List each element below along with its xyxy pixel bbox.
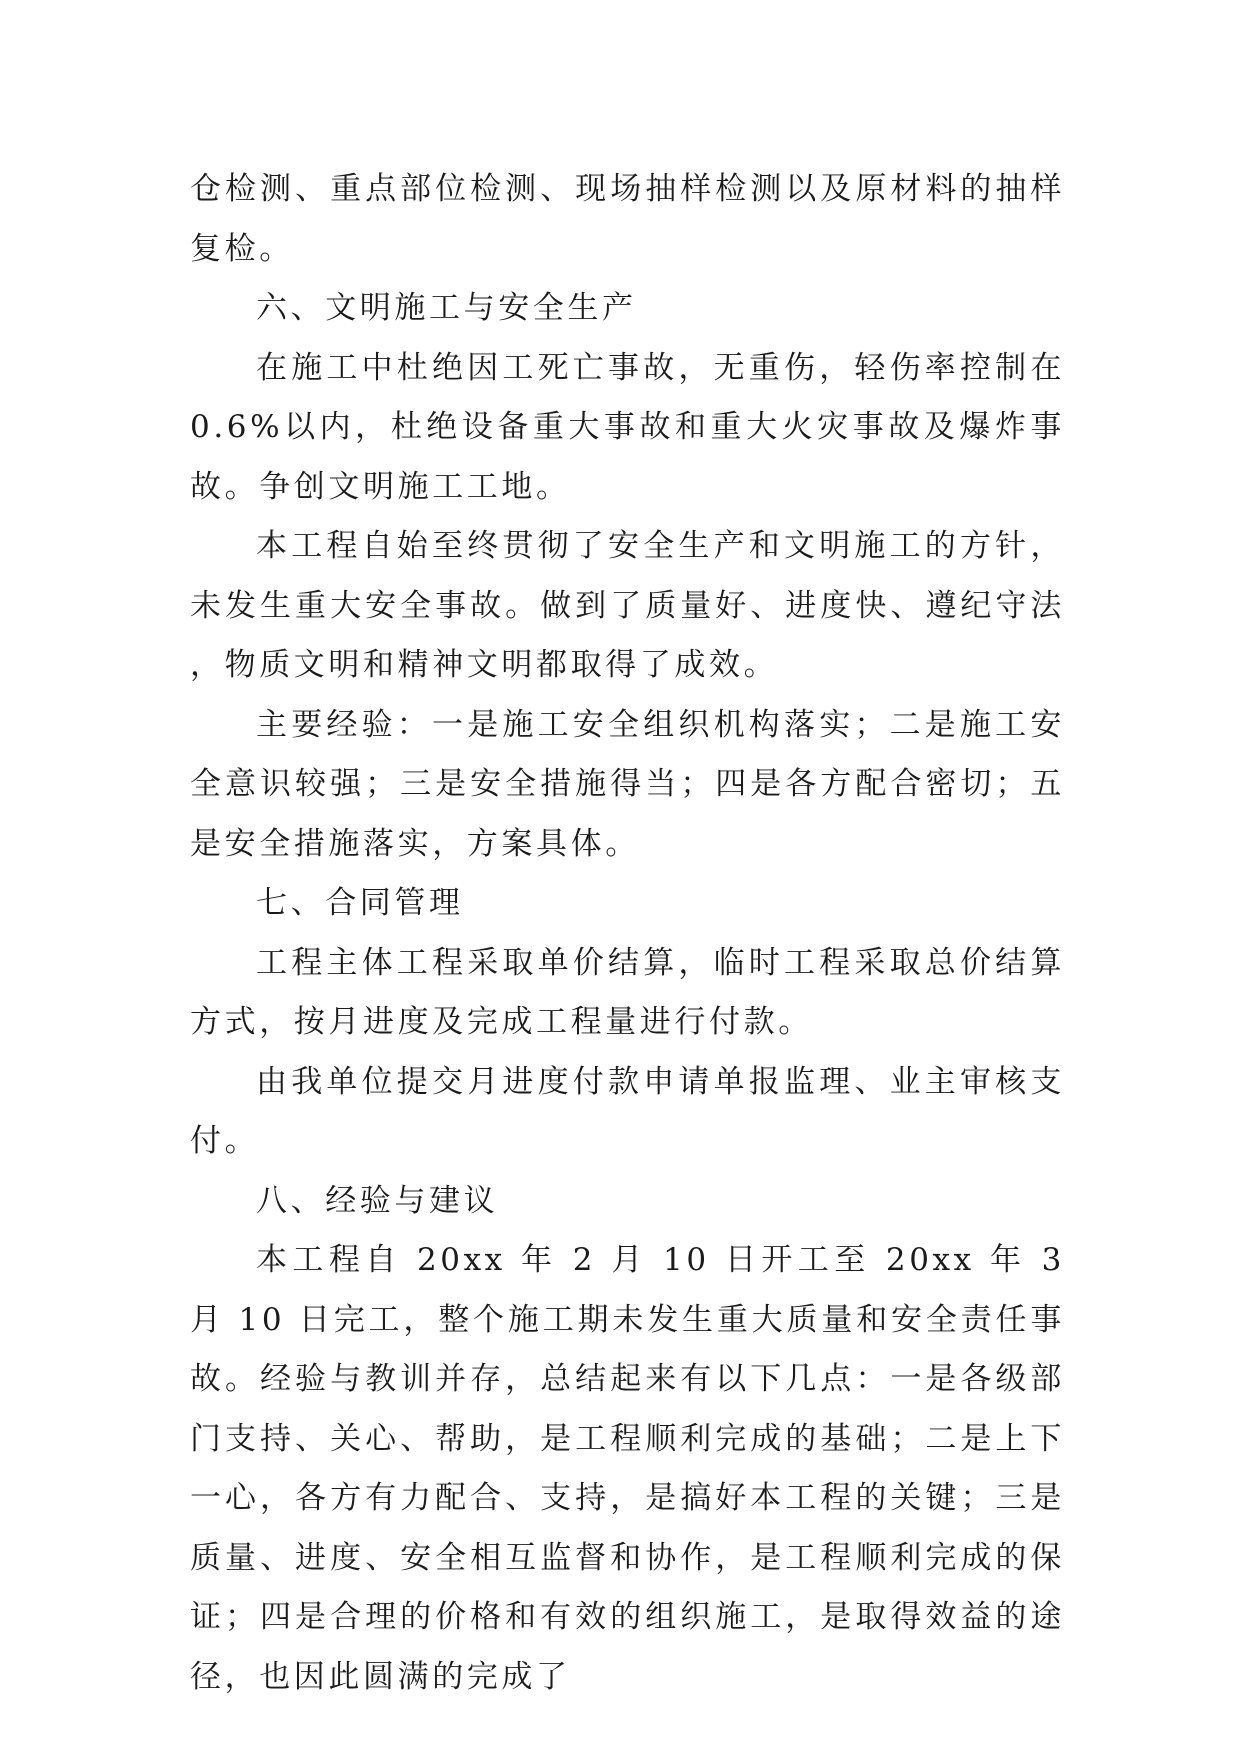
- section-heading-6: 六、文明施工与安全生产: [256, 290, 637, 326]
- paragraph-continuation: 仓检测、重点部位检测、现场抽样检测以及原材料的抽样复检。: [190, 171, 1065, 267]
- section-heading-7: 七、合同管理: [256, 885, 464, 921]
- paragraph-payment-request: 由我单位提交月进度付款申请单报监理、业主审核支付。: [190, 1063, 1065, 1159]
- paragraph-main-experience: 主要经验：一是施工安全组织机构落实；二是施工安全意识较强；三是安全措施得当；四是各方配合密切；五是安全措施落实，方案具体。: [190, 706, 1065, 862]
- paragraph-settlement: 工程主体工程采取单价结算，临时工程采取总价结算方式，按月进度及完成工程量进行付款。: [190, 944, 1065, 1040]
- document-body: [190, 160, 1065, 1707]
- paragraph-safety-targets: 在施工中杜绝因工死亡事故，无重伤，轻伤率控制在0.6%以内，杜绝设备重大事故和重大火灾事故及爆炸事故。争创文明施工工地。: [190, 349, 1065, 505]
- section-heading-8: 八、经验与建议: [256, 1182, 499, 1219]
- paragraph-safety-summary: 本工程自始至终贯彻了安全生产和文明施工的方针，未发生重大安全事故。做到了质量好、进度快、遵纪守法，物质文明和精神文明都取得了成效。: [190, 528, 1065, 683]
- paragraph-experience-suggestions: 本工程自 20xx 年 2 月 10 日开工至 20xx 年 3 月 10 日完工，整个施工期未发生重大质量和安全责任事故。经验与教训并存，总结起来有以下几点：一是各级部门支持、关心、帮助，是工程顺利完成的基础；二是上下一心，各方有力配合、支持，是搞好本工程的关键；三是质量、进度、安全相互监督和协作，是工程顺利完成的保证；四是合理的价格和有效的组织施工，是取得效益的途径，也因此圆满的完成了: [190, 1242, 1065, 1695]
